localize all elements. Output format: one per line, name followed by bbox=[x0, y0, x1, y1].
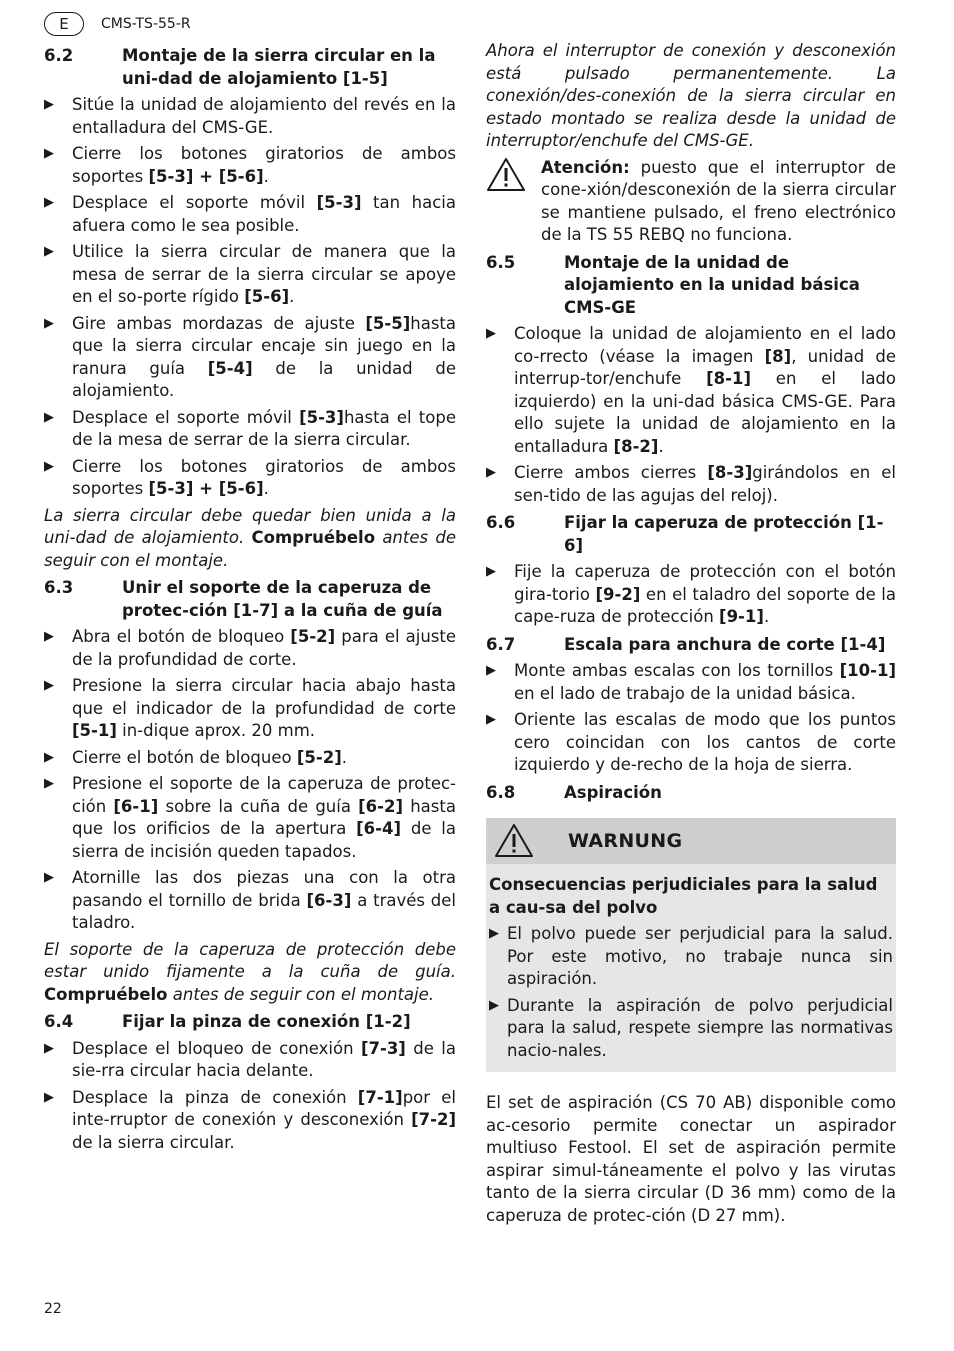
section-heading-6-5 bbox=[486, 252, 896, 320]
arrow-bullet-icon: ▶ bbox=[486, 564, 496, 579]
list-item-text: Cierre los botones giratorios de ambos soportes [5-3] + [5-6]. bbox=[72, 144, 456, 186]
arrow-bullet-icon: ▶ bbox=[44, 146, 54, 161]
section-title: Montaje de la sierra circular en la uni-dad de alojamiento [1-5] bbox=[122, 46, 436, 88]
list-item-text: Monte ambas escalas con los tornillos [10-1] en el lado de trabajo de la unidad básica. bbox=[514, 661, 896, 703]
section-heading-6-2 bbox=[44, 45, 456, 90]
list-item bbox=[44, 456, 456, 501]
list-item-text: Oriente las escalas de modo que los puntos cero coincidan con los cantos de corte izquierdo y de-recho de la hoja de sierra. bbox=[514, 710, 896, 774]
body-paragraph: El set de aspiración (CS 70 AB) disponible como ac-cesorio permite conectar un aspirador multiuso Festool. El set de aspiración permite aspirar simul-táneamente el polvo y las virutas tanto de la sierra circular (D 36 mm) como de la caperuza de protec-ción (D 27 mm). bbox=[486, 1093, 896, 1225]
section-heading-6-3 bbox=[44, 577, 456, 622]
list-item-text: Desplace el soporte móvil [5-3]hasta el tope de la mesa de serrar de la sierra circular. bbox=[72, 407, 456, 449]
list-item-text: Desplace el bloqueo de conexión [7-3] de la sie-rra circular hacia delante. bbox=[72, 1038, 456, 1080]
italic-note: La sierra circular debe quedar bien unida a la uni-dad de alojamiento. Compruébelo antes de seguir con el montaje. bbox=[44, 505, 456, 570]
right-column bbox=[486, 40, 896, 1231]
section-title: Escala para anchura de corte [1-4] bbox=[564, 634, 886, 654]
list-item bbox=[486, 462, 896, 507]
section-number: 6.8 bbox=[486, 782, 516, 802]
page-number: 22 bbox=[44, 1301, 62, 1317]
section-number: 6.6 bbox=[486, 513, 516, 532]
list-item-text: Cierre ambos cierres [8-3]girándolos en el sen-tido de las agujas del reloj). bbox=[514, 463, 896, 505]
list-item bbox=[44, 675, 456, 743]
list-item bbox=[486, 323, 896, 458]
list-item-text: Sitúe la unidad de alojamiento del revés en la entalladura del CMS-GE. bbox=[72, 95, 456, 137]
list-item-text: Utilice la sierra circular de manera que la mesa de serrar de la sierra circular se apoye en el so-porte rígido [5-6]. bbox=[72, 242, 456, 306]
section-title: Unir el soporte de la caperuza de protec-ción [1-7] a la cuña de guía bbox=[122, 578, 443, 620]
list-item-text: Abra el botón de bloqueo [5-2] para el ajuste de la profundidad de corte. bbox=[72, 627, 456, 669]
warning-title: WARNUNG bbox=[568, 829, 683, 852]
arrow-bullet-icon: ▶ bbox=[486, 326, 496, 341]
arrow-bullet-icon: ▶ bbox=[44, 244, 54, 259]
list-item bbox=[44, 747, 456, 770]
list-item bbox=[486, 561, 896, 629]
document-code: CMS-TS-55-R bbox=[101, 16, 191, 32]
list-item bbox=[44, 94, 456, 139]
warning-triangle-icon bbox=[486, 157, 541, 247]
list-item-text: Durante la aspiración de polvo perjudicial para la salud, respete siempre las normativas nacio-nales. bbox=[507, 995, 893, 1060]
arrow-bullet-icon: ▶ bbox=[44, 97, 54, 112]
arrow-bullet-icon: ▶ bbox=[44, 458, 54, 474]
section-heading-6-6 bbox=[486, 512, 896, 557]
section-number: 6.2 bbox=[44, 46, 74, 65]
list-item bbox=[44, 241, 456, 309]
list-item-text: Cierre el botón de bloqueo [5-2]. bbox=[72, 747, 347, 767]
arrow-bullet-icon: ▶ bbox=[489, 997, 499, 1013]
section-title: Fijar la caperuza de protección [1-6] bbox=[564, 513, 884, 555]
arrow-bullet-icon: ▶ bbox=[44, 195, 54, 210]
list-item bbox=[44, 192, 456, 237]
section-heading-6-4 bbox=[44, 1011, 456, 1034]
section-number: 6.3 bbox=[44, 578, 74, 597]
list-item-text: Desplace el soporte móvil [5-3] tan hacia afuera como le sea posible. bbox=[72, 193, 456, 235]
list-item bbox=[486, 709, 896, 777]
list-item-text: Gire ambas mordazas de ajuste [5-5]hasta que la sierra circular encaje sin juego en la ranura guía [5-4] de la unidad de alojamiento. bbox=[72, 313, 456, 400]
arrow-bullet-icon: ▶ bbox=[44, 1089, 54, 1105]
list-item-text: El polvo puede ser perjudicial para la salud. Por este motivo, no trabaje nunca sin aspiración. bbox=[507, 924, 893, 988]
list-item-text: Coloque la unidad de alojamiento en el lado co-rrecto (véase la imagen [8], unidad de interrup-tor/enchufe [8-1] en el lado izquierdo) en la uni-dad básica CMS-GE. Para ello sujete la unidad de alojamiento en la entalladura [8-2]. bbox=[514, 324, 896, 456]
arrow-bullet-icon: ▶ bbox=[44, 315, 54, 331]
arrow-bullet-icon: ▶ bbox=[486, 465, 496, 480]
list-item bbox=[489, 995, 893, 1063]
list-item bbox=[44, 626, 456, 671]
arrow-bullet-icon: ▶ bbox=[44, 409, 54, 425]
section-title: Aspiración bbox=[564, 782, 662, 802]
italic-note: Ahora el interruptor de conexión y desconexión está pulsado permanentemente. La conexión/des-conexión de la sierra circular en estado montado se realiza desde la unidad de interruptor/enchufe del CMS-GE. bbox=[486, 41, 896, 150]
list-item bbox=[44, 407, 456, 452]
list-item bbox=[489, 923, 893, 991]
list-item bbox=[44, 1038, 456, 1083]
arrow-bullet-icon: ▶ bbox=[44, 678, 54, 693]
warning-header bbox=[486, 818, 896, 864]
arrow-bullet-icon: ▶ bbox=[44, 1040, 54, 1056]
list-item bbox=[44, 313, 456, 403]
page-header bbox=[44, 11, 191, 37]
list-item bbox=[44, 867, 456, 935]
warning-triangle-icon bbox=[486, 823, 542, 859]
arrow-bullet-icon: ▶ bbox=[44, 870, 54, 885]
list-item bbox=[486, 660, 896, 705]
list-item-text: Presione la sierra circular hacia abajo hasta que el indicador de la profundidad de corte [5-1] in-dique aprox. 20 mm. bbox=[72, 676, 456, 740]
arrow-bullet-icon: ▶ bbox=[486, 663, 496, 678]
section-heading-6-8 bbox=[486, 782, 896, 805]
warning-subtitle: Consecuencias perjudiciales para la salud a cau-sa del polvo bbox=[489, 875, 878, 917]
list-item-text: Desplace la pinza de conexión [7-1]por el inte-rruptor de conexión y desconexión [7-2] de la sierra circular. bbox=[72, 1087, 456, 1152]
attention-note bbox=[486, 157, 896, 247]
section-heading-6-7 bbox=[486, 634, 896, 657]
attention-text: Atención: puesto que el interruptor de cone-xión/desconexión de la sierra circular se mantiene pulsado, el freno electrónico de la TS 55 REBQ no funciona. bbox=[541, 157, 896, 244]
arrow-bullet-icon: ▶ bbox=[486, 712, 496, 727]
list-item-text: Atornille las dos piezas una con la otra pasando el tornillo de brida [6-3] a través del taladro. bbox=[72, 868, 456, 932]
arrow-bullet-icon: ▶ bbox=[489, 926, 499, 941]
section-title: Fijar la pinza de conexión [1-2] bbox=[122, 1012, 411, 1031]
list-item bbox=[44, 143, 456, 188]
warning-body bbox=[486, 864, 896, 1062]
arrow-bullet-icon: ▶ bbox=[44, 629, 54, 644]
section-title: Montaje de la unidad de alojamiento en la unidad básica CMS-GE bbox=[564, 252, 860, 317]
arrow-bullet-icon: ▶ bbox=[44, 749, 54, 765]
list-item bbox=[44, 773, 456, 863]
list-item-text: Cierre los botones giratorios de ambos soportes [5-3] + [5-6]. bbox=[72, 456, 456, 498]
warning-box bbox=[486, 818, 896, 1072]
italic-note: El soporte de la caperuza de protección debe estar unido fijamente a la cuña de guía. Compruébelo antes de seguir con el montaje. bbox=[44, 939, 456, 1004]
section-number: 6.5 bbox=[486, 252, 516, 272]
section-number: 6.7 bbox=[486, 634, 516, 654]
section-number: 6.4 bbox=[44, 1012, 74, 1031]
list-item-text: Presione el soporte de la caperuza de protec-ción [6-1] sobre la cuña de guía [6-2] hasta que los orificios de la apertura [6-4] de la sierra de incisión queden tapados. bbox=[72, 774, 457, 861]
language-badge: E bbox=[44, 12, 84, 36]
left-column bbox=[44, 40, 456, 1158]
list-item-text: Fije la caperuza de protección con el botón gira-torio [9-2] en el taladro del soporte de la cape-ruza de protección [9-1]. bbox=[514, 562, 896, 626]
arrow-bullet-icon: ▶ bbox=[44, 776, 54, 791]
list-item bbox=[44, 1087, 456, 1155]
